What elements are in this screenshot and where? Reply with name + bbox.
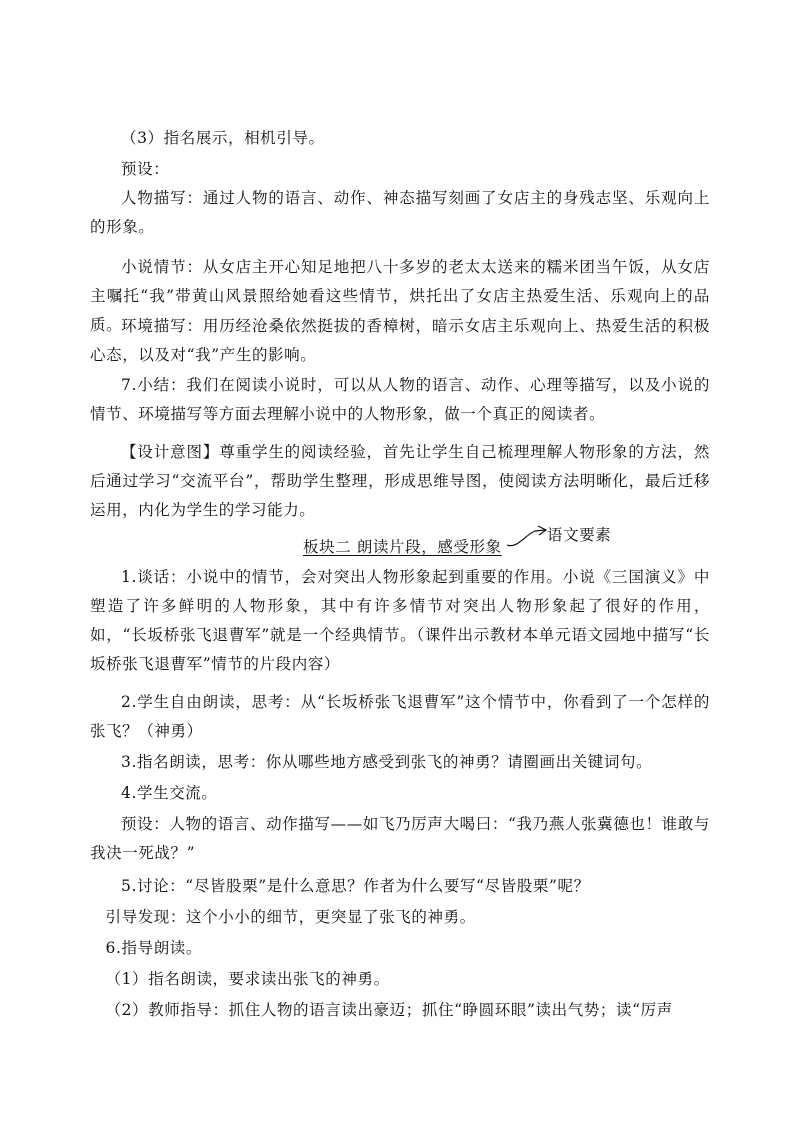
callout-arrow-icon	[505, 525, 549, 551]
paragraph-environment: 环境描写：用历经沧桑依然挺拔的香樟树，暗示女店主乐观向上、热爱生活的积极心态，以及对“我”产生的影响。	[90, 317, 710, 364]
paragraph-talk: 1.谈话：小说中的情节，会对突出人物形象起到重要的作用。小说《三国演义》中塑造了许多鲜明的人物形象，其中有许多情节对突出人物形象起了很好的作用，如，“长坂桥张飞退曹军”就是一个经典情节。（课件出示教材本单元语文园地中描写“长坂桥张飞退曹军”情节的片段内容）	[90, 568, 710, 673]
paragraph-teacher-guidance: （2）教师指导：抓住人物的语言读出豪迈；抓住“睁圆环眼”读出气势；读“厉声	[105, 1001, 673, 1019]
section-heading-block	[303, 523, 633, 557]
paragraph-discussion: 5.讨论：“尽皆股栗”是什么意思？作者为什么要写“尽皆股栗”呢？	[121, 877, 590, 895]
paragraph-character-description: 人物描写：通过人物的语言、动作、神态描写刻画了女店主的身残志坚、乐观向上的形象。	[90, 189, 710, 236]
paragraph-show-guide: （3）指名展示，相机引导。	[121, 129, 325, 147]
callout-label: 语文要素	[547, 526, 612, 544]
paragraph-summary: 7.小结：我们在阅读小说时，可以从人物的语言、动作、心理等描写，以及小说的情节、环境描写等方面去理解小说中的人物形象，做一个真正的阅读者。	[90, 376, 710, 423]
paragraph-free-reading: 2.学生自由朗读，思考：从“长坂桥张飞退曹军”这个情节中，你看到了一个怎样的张飞？（神勇）	[90, 693, 710, 740]
paragraph-named-reading: 3.指名朗读，思考：你从哪些地方感受到张飞的神勇？请圈画出关键词句。	[121, 753, 653, 771]
paragraph-named-reading-req: （1）指名朗读，要求读出张飞的神勇。	[105, 970, 390, 988]
paragraph-student-exchange: 4.学生交流。	[121, 784, 218, 802]
paragraph-plot: 小说情节：从女店主开心知足地把八十多岁的老太太送来的糯米团当午饭，从女店主嘱托“我”带黄山风景照给她看这些情节，烘托出了女店主热爱生活、乐观向上的品质。	[90, 258, 710, 334]
paragraph-preset-language: 预设：人物的语言、动作描写——如飞乃厉声大喝曰：“我乃燕人张冀德也！谁敢与我决一死战？”	[90, 815, 710, 862]
paragraph-guided-reading: 6.指导朗读。	[105, 939, 202, 957]
paragraph-preset-label: 预设：	[121, 160, 170, 178]
paragraph-design-intent: 【设计意图】尊重学生的阅读经验，首先让学生自己梳理理解人物形象的方法，然后通过学习“交流平台”，帮助学生整理，形成思维导图，使阅读方法明晰化，最后迁移运用，内化为学生的学习能力。	[90, 443, 710, 519]
paragraph-guided-discovery: 引导发现：这个小小的细节，更突显了张飞的神勇。	[105, 908, 476, 926]
section-heading: 板块二 朗读片段，感受形象	[303, 538, 502, 556]
